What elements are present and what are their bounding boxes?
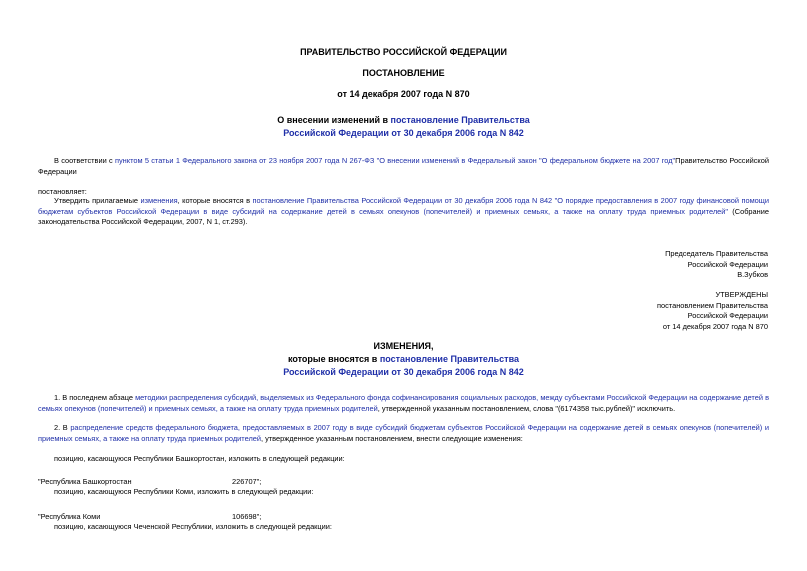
- item1-text-b: , утвержденной указанным постановлением, слова "(6174358 тыс.рублей)" исключить.: [377, 403, 676, 413]
- changes-sub-link-1[interactable]: постановление Правительства: [379, 354, 520, 365]
- position-chechnya: позицию, касающуюся Чеченской Республики, изложить в следующей редакции:: [54, 522, 332, 531]
- distribution-link[interactable]: распределение средств федерального бюджета, предоставляемых в 2007 году в виде субсидий бюджетам субъектов Российской Федерации на содержание детей в семьях опекунов (попечителей) и приемных семьях, а также на оплату труда приемных родителей: [38, 423, 770, 443]
- approved-line-3: Российской Федерации: [687, 311, 768, 321]
- signature-block: [560, 249, 768, 281]
- law-267-link[interactable]: пунктом 5 статьи 1 Федерального закона от 23 ноября 2007 года N 267-ФЗ "О внесении изменений в Федеральный закон "О федеральном бюджете на 2007 год": [114, 156, 676, 165]
- item1-text-a: 1. В последнем абзаце: [54, 393, 136, 402]
- approve-text-c: (Собрание законодательства Российской Федерации, 2007, N 1, ст.293).: [38, 206, 769, 227]
- intro-text-a: В соответствии с: [54, 156, 115, 165]
- row-bashkortostan-name: "Республика Башкортостан: [38, 477, 132, 486]
- changes-heading: [0, 340, 807, 379]
- org-title: ПРАВИТЕЛЬСТВО РОССИЙСКОЙ ФЕДЕРАЦИИ: [300, 47, 507, 57]
- position-komi: позицию, касающуюся Республики Коми, изложить в следующей редакции:: [54, 487, 314, 496]
- changes-sub-link-2[interactable]: Российской Федерации от 30 декабря 2006 года N 842: [283, 367, 524, 378]
- approved-line-1: УТВЕРЖДЕНЫ: [715, 290, 768, 299]
- row-bashkortostan-value: 226707";: [232, 477, 262, 486]
- resolution-842-link[interactable]: постановление Правительства Российской Федерации от 30 декабря 2006 года N 842 "О порядке предоставления в 2007 году финансовой помощи бюджетам субъектов Российской Федерации в виде субсидий на содержание детей в семьях опекунов (попечителей) и приемных семьях, а также на оплату труда приемных родителей": [38, 196, 769, 216]
- doc-title-prefix: О внесении изменений в: [277, 115, 391, 125]
- changes-sub-prefix: которые вносятся в: [287, 354, 380, 365]
- intro-paragraph: [38, 156, 769, 177]
- doc-title: [0, 114, 807, 140]
- signature-line-3: В.Зубков: [737, 270, 768, 280]
- approved-line-2: постановлением Правительства: [657, 300, 768, 310]
- doc-date-number: от 14 декабря 2007 года N 870: [337, 89, 470, 99]
- approve-text-b: , которые вносятся в: [177, 196, 253, 205]
- position-bashkortostan: позицию, касающуюся Республики Башкортостан, изложить в следующей редакции:: [54, 454, 345, 463]
- changes-title: ИЗМЕНЕНИЯ,: [373, 341, 434, 351]
- intro-text-b: Правительство Российской Федерации: [38, 156, 769, 176]
- methodology-link[interactable]: методики распределения субсидий, выделяемых из Федерального фонда софинансирования социальных расходов, между субъектами Российской Федерации на содержание детей в семьях опекунов (попечителей) и приемных семьях, а также на оплату труда приемных родителей: [38, 393, 769, 413]
- doc-title-link-1[interactable]: постановление Правительства: [390, 115, 530, 125]
- approve-text-a: Утвердить прилагаемые: [54, 196, 141, 205]
- signature-line-2: Российской Федерации: [687, 259, 768, 269]
- item2-text-b: , утвержденное указанным постановлением, внести следующие изменения:: [261, 433, 523, 443]
- signature-line-1: Председатель Правительства: [665, 249, 768, 258]
- change-item-2: [38, 423, 769, 444]
- approved-line-4: от 14 декабря 2007 года N 870: [662, 322, 768, 332]
- changes-link[interactable]: изменения: [140, 196, 178, 205]
- resolves-text: постановляет:: [38, 187, 87, 196]
- row-komi-name: "Республика Коми: [38, 512, 101, 521]
- item2-text-a: 2. В: [54, 423, 71, 432]
- approved-block: [560, 290, 768, 333]
- row-komi-value: 106698";: [232, 512, 262, 521]
- doc-title-link-2[interactable]: Российской Федерации от 30 декабря 2006 года N 842: [283, 128, 524, 139]
- doc-type: ПОСТАНОВЛЕНИЕ: [362, 68, 445, 78]
- approve-paragraph: [38, 196, 769, 228]
- change-item-1: [38, 393, 769, 414]
